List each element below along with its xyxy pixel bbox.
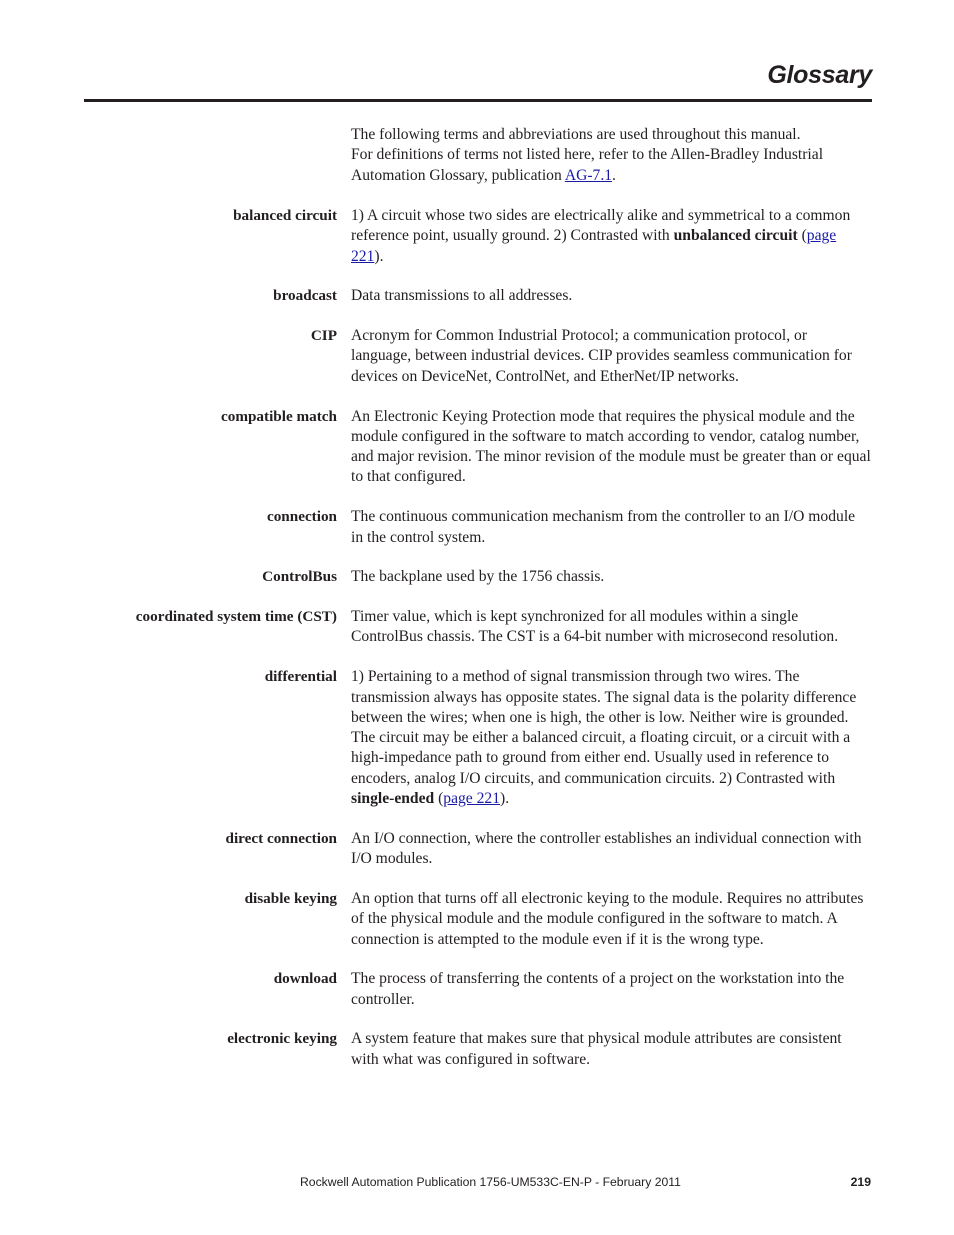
glossary-definition: An option that turns off all electronic keying to the module. Requires no attributes of the physical module and the module configured in the software to match. A connection is attempted to the module even if it is the wrong type. (351, 889, 864, 948)
glossary-term: balanced circuit (233, 207, 337, 224)
glossary-entry-broadcast (0, 286, 954, 306)
glossary-definition: An I/O connection, where the controller establishes an individual connection with I/O modules. (351, 829, 862, 868)
glossary-term: compatible match (221, 407, 337, 425)
glossary-term: differential (264, 668, 337, 686)
glossary-definition: An Electronic Keying Protection mode that requires the physical module and the module configured in the software to match according to vendor, catalog number, and major revision. The minor revision of the module must be greater than or equal to that configured. (351, 407, 871, 486)
intro-text: For definitions of terms not listed here, refer to the Allen-Bradley Industrial Automation Glossary, publication (351, 146, 824, 184)
glossary-definition: The backplane used by the 1756 chassis. (351, 568, 605, 586)
definition-text: ( (797, 227, 807, 245)
definition-text: ). (500, 790, 510, 808)
glossary-entry-cst (0, 607, 954, 648)
footer-page-number: 219 (850, 1175, 871, 1189)
glossary-definition (351, 206, 871, 267)
cross-reference-term: unbalanced circuit (673, 227, 798, 245)
glossary-definition: A system feature that makes sure that physical module attributes are consistent with what was configured in software. (351, 1030, 842, 1068)
glossary-entries (0, 206, 954, 1090)
definition-text: 1) Pertaining to a method of signal transmission through two wires. The transmission always has opposite states. The signal data is the polarity difference between the wires; when one is high, the other is low. Neither wire is grounded. The circuit may be either a balanced circuit, a floating circuit, or a circuit with a high-impedance path to ground from either end. Usually used in reference to encoders, analog I/O circuits, and communication circuits. 2) Contrasted with (351, 668, 857, 787)
glossary-entry-direct-connection (0, 829, 954, 870)
definition-text: ). (374, 247, 384, 265)
glossary-term: disable keying (244, 889, 337, 907)
glossary-definition: Acronym for Common Industrial Protocol; a communication protocol, or language, between industrial devices. CIP provides seamless communication for devices on DeviceNet, ControlNet, and EtherNet/IP networks. (351, 327, 852, 385)
glossary-term: direct connection (225, 829, 337, 847)
intro-period: . (612, 166, 616, 184)
page-reference-link[interactable]: page 221 (351, 227, 837, 265)
glossary-entry-compatible-match (0, 407, 954, 488)
glossary-term: ControlBus (262, 568, 337, 586)
glossary-entry-disable-keying (0, 889, 954, 950)
ag-7-1-link[interactable]: AG-7.1 (564, 166, 613, 184)
glossary-entry-connection (0, 507, 954, 548)
glossary-definition: The process of transferring the contents of a project on the workstation into the controller. (351, 970, 845, 1008)
glossary-intro (351, 125, 871, 186)
glossary-entry-balanced-circuit (0, 206, 954, 267)
definition-text: 1) A circuit whose two sides are electrically alike and symmetrical to a common reference point, usually ground. 2) Contrasted with (351, 207, 851, 245)
glossary-entry-download (0, 969, 954, 1010)
page-reference-link[interactable]: page 221 (443, 790, 501, 808)
glossary-term: electronic keying (227, 1030, 337, 1048)
footer-publication: Rockwell Automation Publication 1756-UM533C-EN-P - February 2011 (300, 1175, 681, 1189)
intro-line-1: The following terms and abbreviations are used throughout this manual. (351, 126, 801, 143)
glossary-definition: The continuous communication mechanism from the controller to an I/O module in the control system. (351, 508, 856, 546)
definition-text: ( (434, 790, 444, 808)
glossary-entry-electronic-keying (0, 1029, 954, 1070)
glossary-definition (351, 667, 871, 809)
glossary-term: CIP (310, 327, 337, 345)
glossary-entry-controlbus (0, 567, 954, 587)
cross-reference-term: single-ended (351, 790, 435, 808)
glossary-term: connection (266, 508, 337, 526)
title-rule (84, 99, 872, 102)
intro-line-2 (351, 145, 871, 186)
glossary-entry-cip (0, 326, 954, 387)
glossary-term: broadcast (273, 287, 337, 305)
glossary-term: download (273, 970, 337, 988)
glossary-definition: Data transmissions to all addresses. (351, 287, 573, 305)
glossary-term: coordinated system time (CST) (135, 608, 337, 626)
page-title: Glossary (767, 61, 872, 89)
glossary-definition: Timer value, which is kept synchronized for all modules within a single ControlBus chassis. The CST is a 64-bit number with microsecond resolution. (351, 608, 839, 646)
glossary-entry-differential (0, 667, 954, 809)
